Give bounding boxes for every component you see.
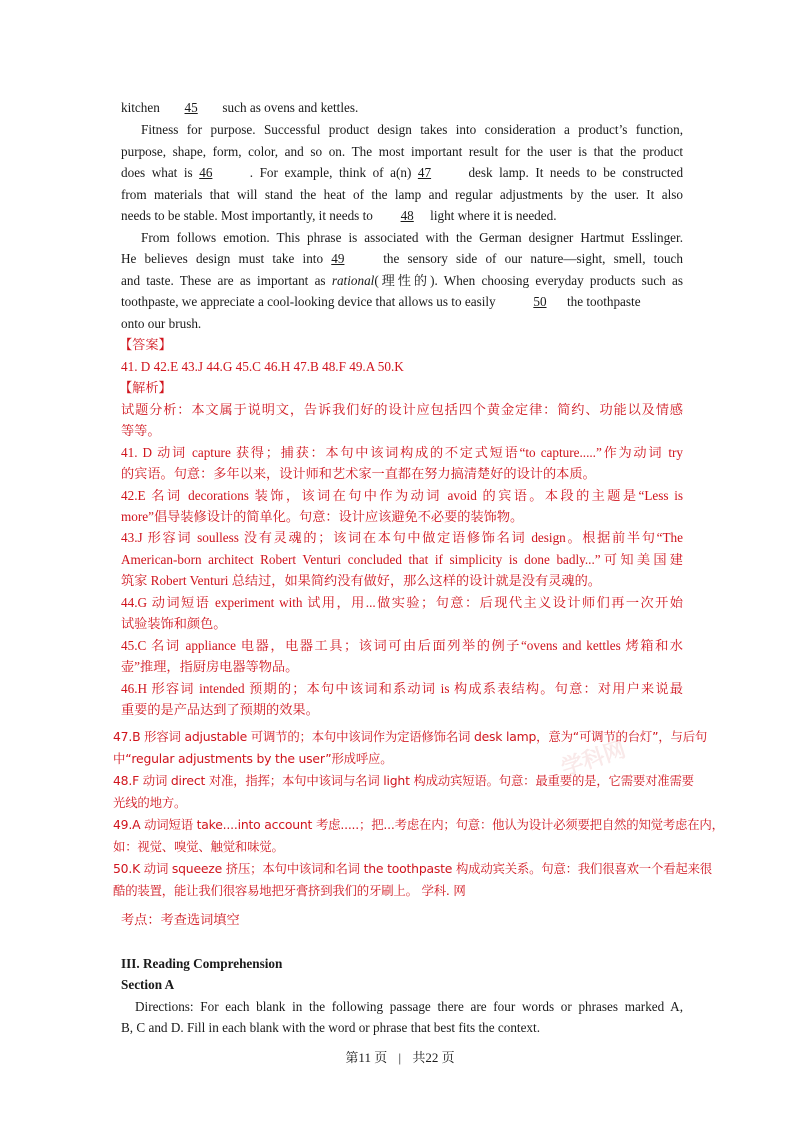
passage-line-2: Fitness for purpose. Successful product design takes into consideration a product’s function,	[141, 122, 683, 137]
answer-keys: 41. D 42.E 43.J 44.G 45.C 46.H 47.B 48.F 49.A 50.K	[121, 359, 404, 374]
analysis-line: 46.H 形容词 intended 预期的；本句中该词和系动词 is 构成系表结构。句意：对用户来说最	[121, 681, 683, 696]
page-number: 第11 页	[345, 1050, 388, 1065]
analysis-line: 筑家 Robert Venturi 总结过，如果简约没有做好，那么这样的设计就是没有灵魂的。	[121, 573, 601, 588]
analysis-line: 41. D 动词 capture 获得；捕获：本句中该词构成的不定式短语“to capture.....”作为动词 try	[121, 445, 683, 460]
blank-48: 48	[400, 208, 414, 223]
blank-46: 46	[199, 165, 213, 180]
analysis-line-scanned: 中“regular adjustments by the user”形成呼应。	[113, 751, 393, 766]
watermark-text: 学科网	[558, 737, 629, 782]
blank-45: 45	[184, 100, 198, 115]
section-subtitle: Section A	[121, 977, 175, 992]
analysis-line-scanned: 47.B 形容词 adjustable 可调节的；本句中该词作为定语修饰名词 desk lamp，意为“可调节的台灯”，与后句	[113, 729, 708, 744]
test-point: 考点：考查选词填空	[121, 912, 240, 927]
analysis-line-scanned: 48.F 动词 direct 对准，指挥；本句中该词与名词 light 构成动宾短语。句意：最重要的是，它需要对准需要	[113, 773, 694, 788]
analysis-line: 重要的是产品达到了预期的效果。	[121, 702, 319, 717]
analysis-line-scanned: 酷的装置，能让我们很容易地把牙膏挤到我们的牙刷上。 学科. 网	[113, 883, 466, 898]
analysis-line: 的宾语。句意：多年以来，设计师和艺术家一直都在努力搞清楚好的设计的本质。	[121, 466, 596, 481]
analysis-line-scanned: 如：视觉、嗅觉、触觉和味觉。	[113, 839, 284, 854]
analysis-line-scanned: 50.K 动词 squeeze 挤压；本句中该词和名词 the toothpaste 构成动宾关系。句意：我们很喜欢一个看起来很	[113, 861, 712, 876]
analysis-line: more”倡导装修设计的简单化。句意：设计应该避免不必要的装饰物。	[121, 509, 524, 524]
passage-line-4: does what is 46 . For example, think of a(n) 47 desk lamp. It needs to be constructed	[121, 165, 684, 180]
analysis-line: 44.G 动词短语 experiment with 试用，用...做实验；句意：后现代主义设计师们再一次开始	[121, 595, 683, 610]
analysis-line: 试验装饰和颜色。	[121, 616, 227, 631]
analysis-line: 42.E 名词 decorations 装饰，该词在句中作为动词 avoid 的宾语。本段的主题是“Less is	[121, 488, 683, 503]
passage-line-10: toothpaste, we appreciate a cool-looking device that allows us to easily 50 the toothpaste	[121, 294, 641, 309]
section-title: III. Reading Comprehension	[121, 956, 283, 971]
blank-49: 49	[331, 251, 345, 266]
analysis-line-scanned: 光线的地方。	[113, 795, 187, 810]
blank-50: 50	[533, 294, 547, 309]
analysis-line: 43.J 形容词 soulless 没有灵魂的；该词在本句中做定语修饰名词 design。根据前半句“The	[121, 530, 683, 545]
passage-line-9: and taste. These are as important as rational(理性的). When choosing everyday products such as	[121, 273, 683, 288]
blank-47: 47	[417, 165, 432, 180]
analysis-line: 壶”推理，指厨房电器等物品。	[121, 659, 299, 674]
passage-line-11: onto our brush.	[121, 316, 202, 331]
passage-line-6: needs to be stable. Most importantly, it needs to 48 light where it is needed.	[121, 208, 557, 223]
analysis-line: 试题分析：本文属于说明文，告诉我们好的设计应包括四个黄金定律：简约、功能以及情感	[121, 402, 683, 417]
passage-line-3: purpose, shape, form, color, and so on. The most important result for the user is that the product	[121, 144, 683, 159]
passage-line-8: He believes design must take into 49 the sensory side of our nature—sight, smell, touch	[121, 251, 683, 266]
footer-separator: |	[398, 1050, 402, 1065]
analysis-line: 45.C 名词 appliance 电器，电器工具；该词可由后面列举的例子“ovens and kettles 烤箱和水	[121, 638, 683, 653]
analysis-line: 等等。	[121, 423, 161, 438]
analysis-line-scanned: 49.A 动词短语 take....into account 考虑.....；把...考虑在内；句意：他认为设计必须要把自然的知觉考虑在内，	[113, 817, 724, 832]
page-total: 共22 页	[412, 1050, 455, 1065]
directions-line: B, C and D. Fill in each blank with the word or phrase that best fits the context.	[121, 1020, 540, 1035]
passage-line-1: kitchen 45 such as ovens and kettles.	[121, 100, 359, 115]
directions-line: Directions: For each blank in the following passage there are four words or phrases marked A,	[135, 999, 683, 1014]
answer-heading: 【答案】	[119, 337, 172, 352]
analysis-heading: 【解析】	[119, 380, 172, 395]
passage-line-5: from materials that will stand the heat of the lamp and regular adjustments by the user. It also	[121, 187, 683, 202]
analysis-line: American-born architect Robert Venturi concluded that if simplicity is done badly...”可知美国建	[121, 552, 683, 567]
page-footer	[0, 1047, 800, 1066]
passage-line-7: From follows emotion. This phrase is associated with the German designer Hartmut Esslinger.	[141, 230, 683, 245]
